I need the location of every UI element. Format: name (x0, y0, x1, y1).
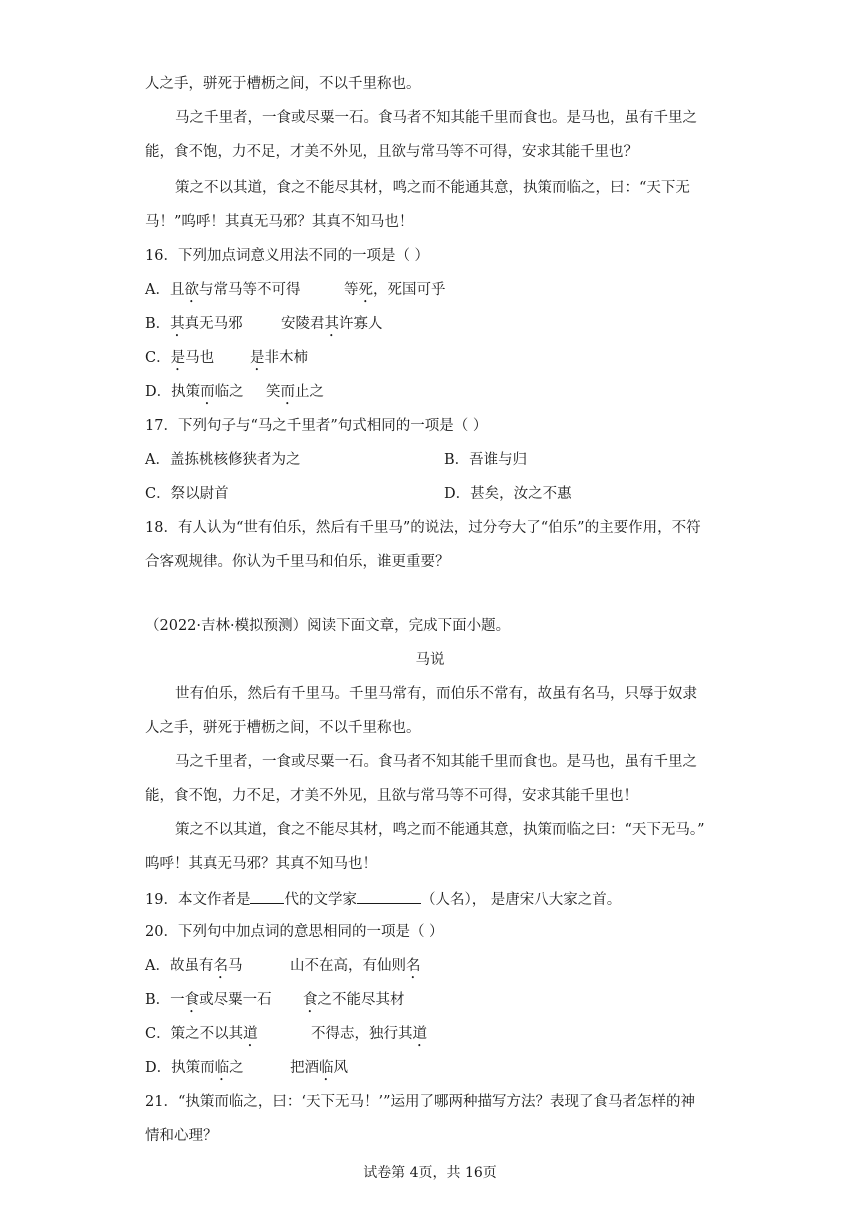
q20-option-d: D．执策而临之 (145, 1060, 244, 1076)
q16-option-a: A．且欲与常马等不可得 (145, 282, 301, 298)
q16-option-c-compare: 是非木柿 (250, 350, 308, 366)
q20-option-b: B．一食或尽粟一石 (145, 992, 272, 1008)
q17-option-c: C．祭以尉首 (145, 486, 229, 502)
question-16-stem: 16．下列加点词意义用法不同的一项是（ ） (145, 248, 430, 264)
passage-title: 马说 (415, 652, 445, 668)
passage2-line: 能，食不饱，力不足，才美不外见，且欲与常马等不可得，安求其能千里也！ (145, 788, 638, 804)
q20-option-a-compare: 山不在高，有仙则名 (290, 958, 421, 974)
answer-blank-dynasty[interactable] (250, 888, 284, 904)
q20-option-b-compare: 食之不能尽其材 (303, 992, 405, 1008)
passage1-line: 人之手，骈死于槽枥之间，不以千里称也。 (145, 76, 421, 92)
section-source: （2022·吉林·模拟预测）阅读下面文章，完成下面小题。 (145, 618, 511, 634)
q20-option-a: A．故虽有名马 (145, 958, 243, 974)
passage2-line: 呜呼！其真无马邪？其真不知马也！ (145, 856, 377, 872)
page-footer: 试卷第 4页，共 16页 (363, 1165, 497, 1181)
passage2-line: 马之千里者，一食或尽粟一石。食马者不知其能千里而食也。是马也，虽有千里之 (175, 754, 697, 770)
passage1-line: 能，食不饱，力不足，才美不外见，且欲与常马等不可得，安求其能千里也？ (145, 144, 638, 160)
q16-option-a-compare: 等死，死国可乎 (344, 282, 446, 298)
q16-option-c: C．是马也 (145, 350, 215, 366)
answer-blank-author[interactable] (357, 888, 421, 904)
question-20-stem: 20．下列句中加点词的意思相同的一项是（ ） (145, 924, 444, 940)
passage1-line: 马！”呜呼！其真无马邪？其真不知马也！ (145, 214, 414, 230)
q16-option-b: B．其真无马邪 (145, 316, 243, 332)
passage2-line: 策之不以其道，食之不能尽其材，鸣之而不能通其意，执策而临之曰：“天下无马。” (175, 822, 705, 838)
passage2-line: 世有伯乐，然后有千里马。千里马常有，而伯乐不常有，故虽有名马，只辱于奴隶 (175, 686, 697, 702)
question-21-line: 21．“执策而临之，曰：‘天下无马！’”运用了哪两种描写方法？表现了食马者怎样的神 (145, 1094, 695, 1110)
q17-option-b: B．吾谁与归 (444, 452, 528, 468)
passage1-line: 马之千里者，一食或尽粟一石。食马者不知其能千里而食也。是马也，虽有千里之 (175, 110, 697, 126)
question-21-line: 情和心理？ (145, 1128, 218, 1144)
passage1-line: 策之不以其道，食之不能尽其材，鸣之而不能通其意，执策而临之，曰：“天下无 (175, 180, 690, 196)
q20-option-c-compare: 不得志，独行其道 (311, 1026, 427, 1042)
q16-option-d: D．执策而临之 (145, 384, 244, 400)
question-18-line: 合客观规律。你认为千里马和伯乐，谁更重要？ (145, 554, 450, 570)
q20-option-d-compare: 把酒临风 (290, 1060, 348, 1076)
question-18-line: 18．有人认为“世有伯乐，然后有千里马”的说法，过分夸大了“伯乐”的主要作用，不符 (145, 520, 701, 536)
q17-option-d: D．甚矣，汝之不惠 (444, 486, 572, 502)
question-17-stem: 17．下列句子与“马之千里者”句式相同的一项是（ ） (145, 418, 488, 434)
q20-option-c: C．策之不以其道 (145, 1026, 258, 1042)
passage2-line: 人之手，骈死于槽枥之间，不以千里称也。 (145, 720, 421, 736)
q16-option-d-compare: 笑而止之 (266, 384, 324, 400)
q17-option-a: A．盖拣桃核修狭者为之 (145, 452, 301, 468)
q16-option-b-compare: 安陵君其许寡人 (281, 316, 383, 332)
question-19: 19．本文作者是 代的文学家 （人名）， 是唐宋八大家之首。 (145, 888, 621, 910)
